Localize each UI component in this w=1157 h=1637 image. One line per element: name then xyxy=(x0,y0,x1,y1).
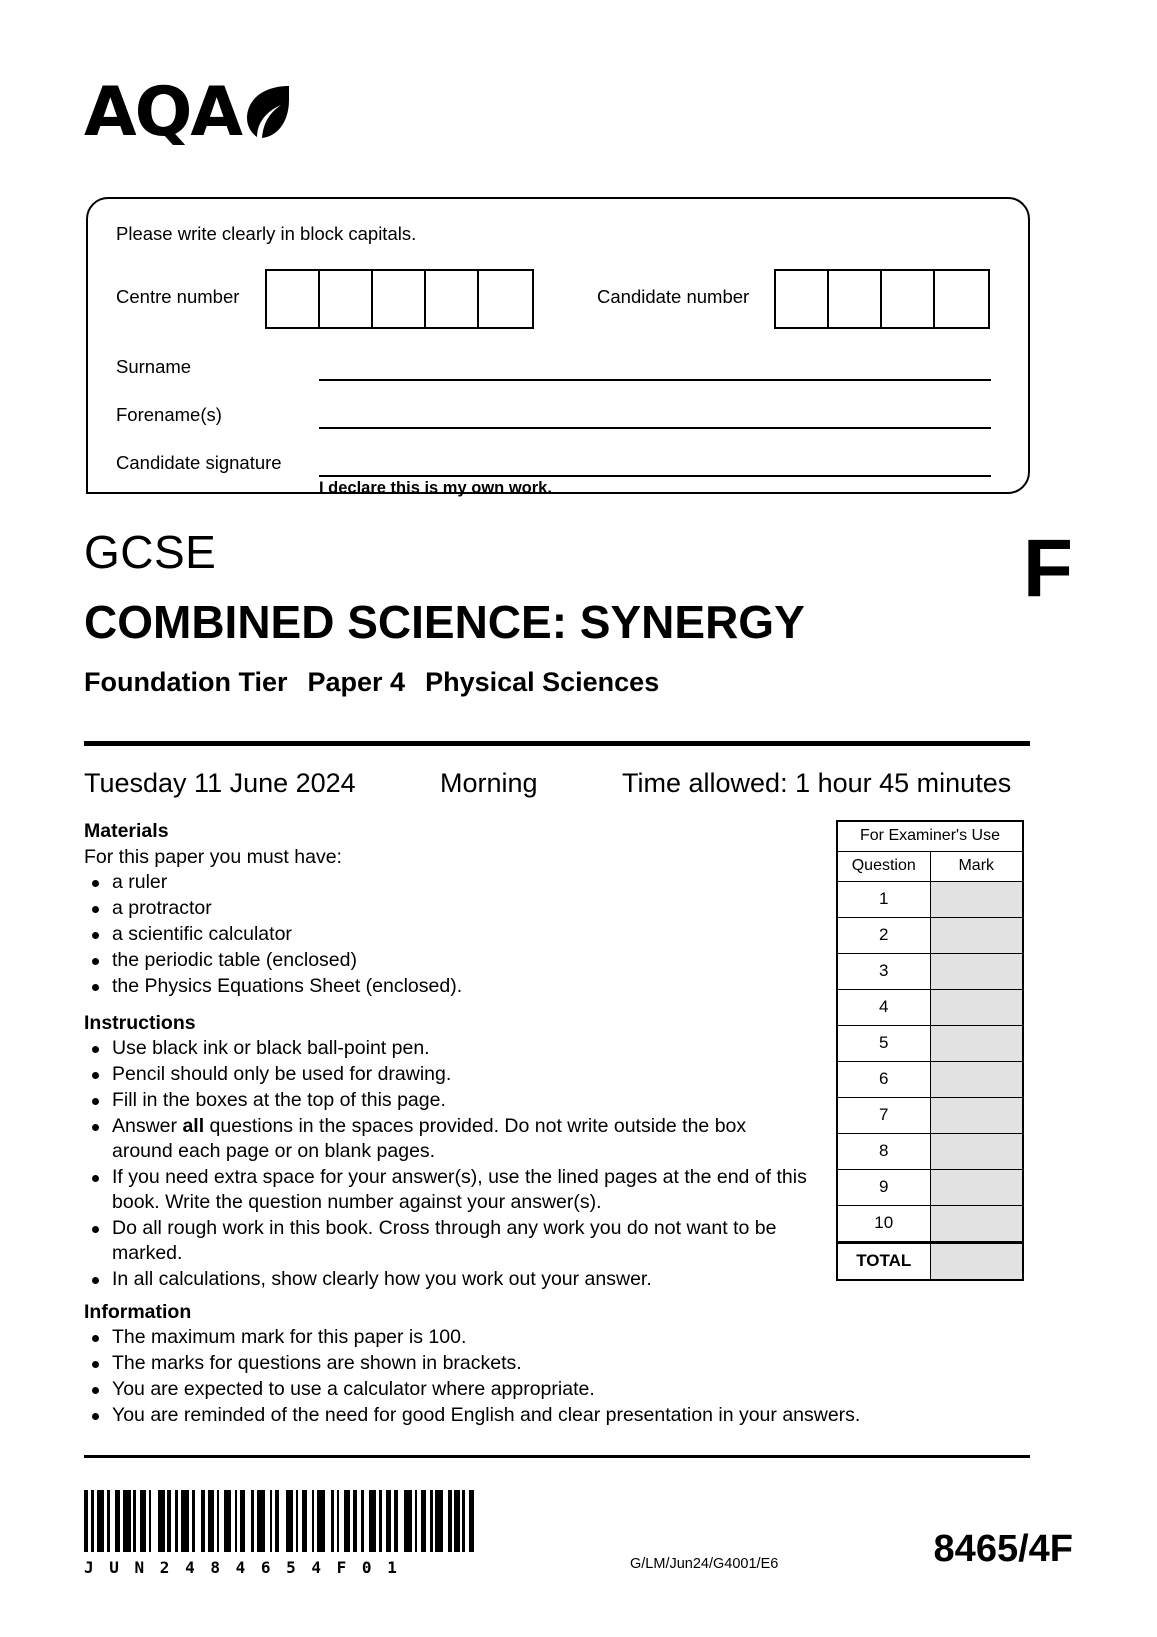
list-item: Answer all questions in the spaces provided. Do not write outside the box around each page or on blank pages. xyxy=(84,1114,809,1164)
materials-list xyxy=(84,870,804,1000)
mark-cell[interactable] xyxy=(931,1170,1023,1205)
instructions-heading: Instructions xyxy=(84,1012,196,1034)
question-number: 9 xyxy=(838,1170,931,1205)
question-number: 3 xyxy=(838,954,931,989)
question-number: 6 xyxy=(838,1062,931,1097)
centre-number-cell[interactable] xyxy=(373,271,426,327)
table-row xyxy=(838,1206,1022,1242)
paper-name-label: Physical Sciences xyxy=(425,667,660,697)
list-item: the Physics Equations Sheet (enclosed). xyxy=(84,974,804,999)
table-row-total xyxy=(838,1242,1022,1279)
subject-title: COMBINED SCIENCE: SYNERGY xyxy=(84,596,805,648)
list-item: The marks for questions are shown in brackets. xyxy=(84,1351,944,1376)
surname-label: Surname xyxy=(116,356,192,377)
qualification-title: GCSE xyxy=(84,526,217,578)
declaration-text: I declare this is my own work. xyxy=(319,479,552,497)
time-allowed-value: 1 hour 45 minutes xyxy=(795,768,1012,798)
tier-label: Foundation Tier xyxy=(84,667,288,697)
mark-cell[interactable] xyxy=(931,1026,1023,1061)
list-item: the periodic table (enclosed) xyxy=(84,948,804,973)
centre-number-cell[interactable] xyxy=(320,271,373,327)
mark-cell[interactable] xyxy=(931,918,1023,953)
list-item: Fill in the boxes at the top of this page. xyxy=(84,1088,809,1113)
centre-number-label: Centre number xyxy=(116,286,240,307)
paper-details xyxy=(84,667,659,698)
list-item: Pencil should only be used for drawing. xyxy=(84,1062,809,1087)
question-number: 4 xyxy=(838,990,931,1025)
column-header-question: Question xyxy=(838,852,931,881)
list-item: You are expected to use a calculator where appropriate. xyxy=(84,1377,944,1402)
surname-input[interactable] xyxy=(319,379,991,381)
table-row xyxy=(838,1062,1022,1098)
instructions-list xyxy=(84,1036,809,1293)
list-item: a protractor xyxy=(84,896,804,921)
list-item: Do all rough work in this book. Cross through any work you do not want to be marked. xyxy=(84,1216,809,1266)
paper-code: 8465/4F xyxy=(933,1528,1073,1570)
exam-session: Morning xyxy=(440,768,538,798)
table-row xyxy=(838,954,1022,990)
candidate-number-label: Candidate number xyxy=(597,286,750,307)
candidate-number-input[interactable] xyxy=(774,269,990,329)
aqa-logo xyxy=(84,73,291,152)
list-item: a scientific calculator xyxy=(84,922,804,947)
aqa-logo-text: AQA xyxy=(84,73,242,152)
list-item: The maximum mark for this paper is 100. xyxy=(84,1325,944,1350)
table-row xyxy=(838,882,1022,918)
mark-cell[interactable] xyxy=(931,1098,1023,1133)
candidate-signature-label: Candidate signature xyxy=(116,452,282,473)
exam-time-allowed: Time allowed: 1 hour 45 minutes xyxy=(622,768,1012,798)
list-item: Use black ink or black ball-point pen. xyxy=(84,1036,809,1061)
tier-badge: F xyxy=(1022,523,1073,614)
candidate-signature-input[interactable] xyxy=(319,475,991,477)
divider-top xyxy=(84,741,1030,746)
total-label: TOTAL xyxy=(838,1244,931,1279)
exam-date: Tuesday 11 June 2024 xyxy=(84,768,356,798)
divider-bottom xyxy=(84,1455,1030,1458)
question-number: 8 xyxy=(838,1134,931,1169)
question-number: 1 xyxy=(838,882,931,917)
examiner-table-title: For Examiner's Use xyxy=(838,822,1022,852)
table-row xyxy=(838,1170,1022,1206)
total-mark-cell[interactable] xyxy=(931,1244,1023,1279)
list-item: In all calculations, show clearly how you work out your answer. xyxy=(84,1267,809,1292)
table-row xyxy=(838,990,1022,1026)
time-allowed-label: Time allowed xyxy=(622,768,781,798)
information-list xyxy=(84,1325,944,1429)
question-number: 5 xyxy=(838,1026,931,1061)
table-row xyxy=(838,1098,1022,1134)
candidate-details-box xyxy=(86,197,1030,497)
barcode-number: J U N 2 4 8 4 6 5 4 F 0 1 xyxy=(84,1558,400,1577)
question-number: 2 xyxy=(838,918,931,953)
paper-label: Paper 4 xyxy=(307,667,406,697)
list-item: You are reminded of the need for good English and clear presentation in your answers. xyxy=(84,1403,944,1428)
mark-cell[interactable] xyxy=(931,954,1023,989)
list-item: a ruler xyxy=(84,870,804,895)
mark-cell[interactable] xyxy=(931,1134,1023,1169)
centre-number-cell[interactable] xyxy=(479,271,532,327)
candidate-number-cell[interactable] xyxy=(882,271,935,327)
document-reference: G/LM/Jun24/G4001/E6 xyxy=(630,1556,779,1572)
mark-cell[interactable] xyxy=(931,990,1023,1025)
mark-cell[interactable] xyxy=(931,1206,1023,1241)
mark-cell[interactable] xyxy=(931,882,1023,917)
table-row xyxy=(838,1026,1022,1062)
block-capitals-note: Please write clearly in block capitals. xyxy=(116,223,417,244)
question-number: 10 xyxy=(838,1206,931,1241)
candidate-number-cell[interactable] xyxy=(829,271,882,327)
candidate-number-cell[interactable] xyxy=(776,271,829,327)
examiner-use-table xyxy=(836,820,1024,1281)
leaf-icon xyxy=(243,84,291,140)
examiner-table-header-row xyxy=(838,852,1022,882)
question-number: 7 xyxy=(838,1098,931,1133)
barcode-image xyxy=(84,1490,474,1552)
column-header-mark: Mark xyxy=(958,857,995,874)
materials-heading: Materials xyxy=(84,820,169,842)
materials-intro: For this paper you must have: xyxy=(84,846,342,868)
forename-label: Forename(s) xyxy=(116,404,222,425)
table-row xyxy=(838,918,1022,954)
centre-number-cell[interactable] xyxy=(426,271,479,327)
centre-number-cell[interactable] xyxy=(267,271,320,327)
centre-number-input[interactable] xyxy=(265,269,534,329)
information-heading: Information xyxy=(84,1301,192,1323)
forename-input[interactable] xyxy=(319,427,991,429)
candidate-number-cell[interactable] xyxy=(935,271,988,327)
table-row xyxy=(838,1134,1022,1170)
list-item: If you need extra space for your answer(s), use the lined pages at the end of this book. Write the question number against your answer(s). xyxy=(84,1165,809,1215)
mark-cell[interactable] xyxy=(931,1062,1023,1097)
